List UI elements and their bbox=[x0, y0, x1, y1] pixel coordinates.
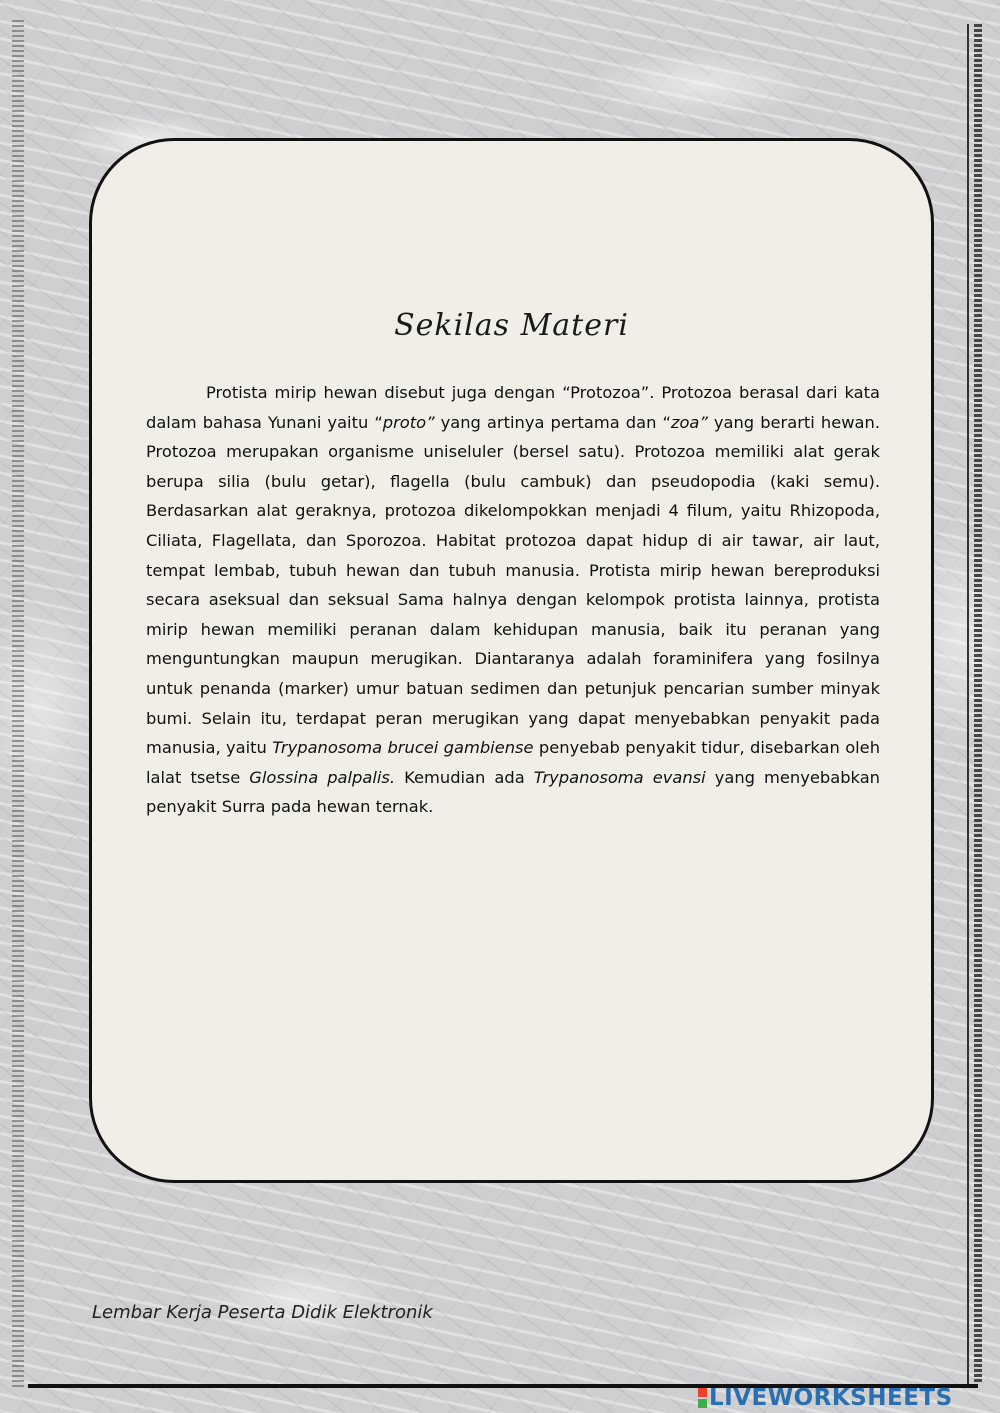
logo-square-green bbox=[698, 1399, 707, 1408]
species-name: Trypanosoma evansi bbox=[533, 767, 706, 787]
worksheet-title: Sekilas Materi bbox=[394, 308, 629, 343]
liveworksheets-brand bbox=[698, 1383, 953, 1413]
right-decorative-border bbox=[974, 24, 982, 1384]
brand-name: LIVEWORKSHEETS bbox=[709, 1385, 953, 1411]
species-name: Glossina palpalis. bbox=[249, 767, 396, 787]
paragraph-segment-italic: zoa” bbox=[670, 412, 708, 432]
liveworksheets-logo-icon bbox=[698, 1387, 707, 1409]
right-border-line bbox=[967, 24, 969, 1384]
species-name: Trypanosoma brucei gambiense bbox=[272, 738, 534, 758]
material-paragraph bbox=[146, 378, 880, 822]
paragraph-segment: Kemudian ada bbox=[395, 767, 534, 787]
paragraph-segment: yang menyebabkan penyakit Surra pada hewan ternak. bbox=[146, 767, 880, 817]
paragraph-segment: yang berarti hewan. Protozoa merupakan organisme uniseluler (bersel satu). Protozoa memiliki alat gerak berupa silia (bulu getar), flagella (bulu cambuk) dan pseudopodia (kaki semu). Berdasarkan alat geraknya, protozoa dikelompokkan menjadi 4 filum, yaitu Rhizopoda, Ciliata, Flagellata, dan Sporozoa. Habitat protozoa dapat hidup di air tawar, air laut, tempat lembab, tubuh hewan dan tubuh manusia. Protista mirip hewan bereproduksi secara aseksual dan seksual Sama halnya dengan kelompok protista lainnya, protista mirip hewan memiliki peranan dalam kehidupan manusia, baik itu peranan yang menguntungkan maupun merugikan. Diantaranya adalah foraminifera yang fosilnya untuk penanda (marker) umur batuan sedimen dan petunjuk pencarian sumber minyak bumi. Selain itu, terdapat peran merugikan yang dapat menyebabkan penyakit pada manusia, yaitu bbox=[146, 412, 880, 758]
footer-caption: Lembar Kerja Peserta Didik Elektronik bbox=[92, 1302, 433, 1323]
paragraph-segment: penyebab penyakit tidur, disebarkan oleh lalat tsetse bbox=[146, 738, 881, 787]
paragraph-segment: yang artinya pertama dan “ bbox=[434, 412, 671, 432]
left-decorative-border bbox=[12, 20, 24, 1390]
logo-square-red bbox=[698, 1388, 707, 1397]
paragraph-segment: Protista mirip hewan disebut juga dengan “Protozoa”. Protozoa berasal dari kata dalam bahasa Yunani yaitu “ bbox=[146, 383, 880, 432]
paragraph-segment-italic: proto” bbox=[382, 412, 435, 432]
